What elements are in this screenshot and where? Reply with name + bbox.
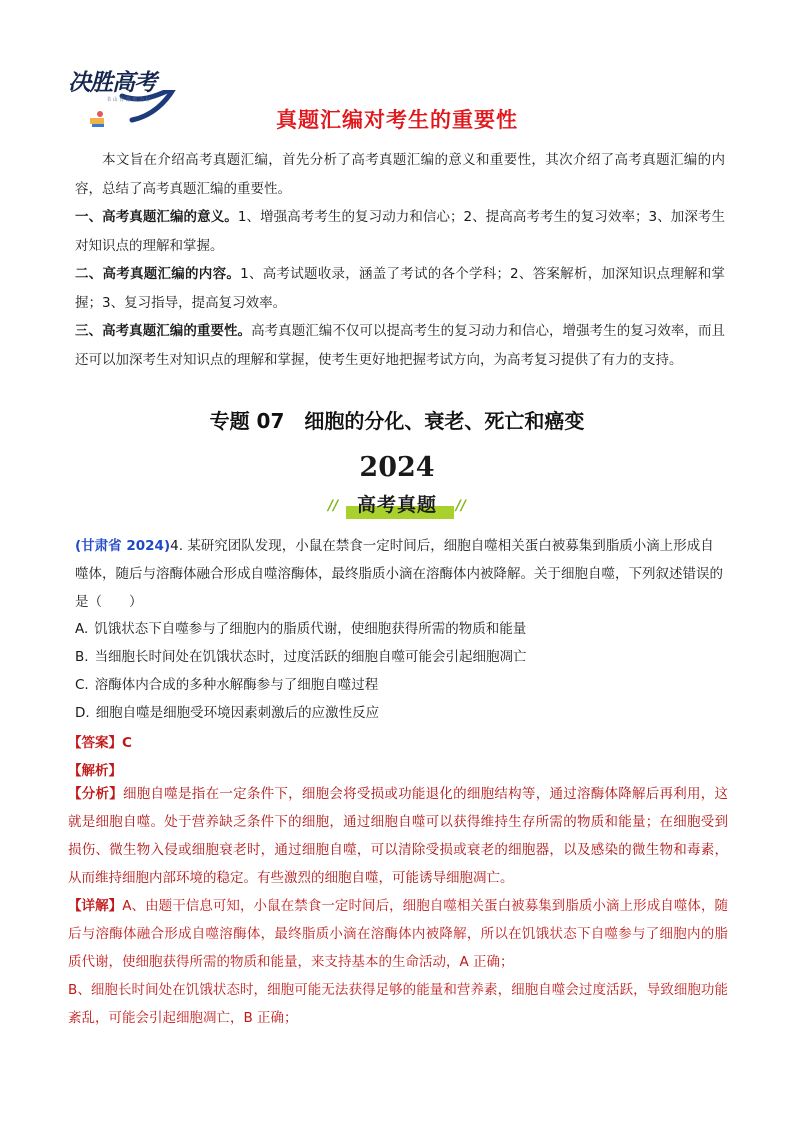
option-letter: A. xyxy=(75,621,89,637)
option-text: 细胞自噬是细胞受环境因素刺激后的应激性反应 xyxy=(95,705,380,721)
detail-text: A、由题干信息可知，小鼠在禁食一定时间后，细胞自噬相关蛋白被募集到脂质小滴上形成自噬体，随后与溶酶体融合形成自噬溶酶体，最终脂质小滴在溶酶体内被降解，所以在饥饿状态下自噬参与了细胞内的脂质代谢，使细胞获得所需的物质和能量，来支持基本的生命活动，A 正确； xyxy=(68,898,729,970)
section-2-body: 1、高考试题收录，涵盖了考试的各个学科；2、答案解析，加深知识点理解和掌握；3、复习指导，提高复习效率。 xyxy=(75,266,726,311)
banner-left-slash-icon: // xyxy=(328,498,339,514)
section-1 xyxy=(75,203,725,261)
answer-label: 【答案】 xyxy=(68,735,122,751)
option-a xyxy=(75,619,526,639)
banner-text: 高考真题 xyxy=(356,494,437,516)
option-b xyxy=(75,647,527,667)
banner-right-slash-icon: // xyxy=(455,498,466,514)
logo-text: 决胜高考 xyxy=(68,69,156,96)
topic-title: 专题 07 细胞的分化、衰老、死亡和癌变 xyxy=(209,409,585,433)
option-text: 当细胞长时间处在饥饿状态时，过度活跃的细胞自噬可能会引起细胞凋亡 xyxy=(94,649,527,665)
answer-line xyxy=(68,731,132,751)
section-1-body: 1、增强高考考生的复习动力和信心；2、提高高考考生的复习效率；3、加深考生对知识点的理解和掌握。 xyxy=(75,209,725,254)
section-3 xyxy=(75,317,725,375)
question-number: 4. xyxy=(170,538,184,554)
option-text: 饥饿状态下自噬参与了细胞内的脂质代谢，使细胞获得所需的物质和能量 xyxy=(94,621,527,637)
option-letter: D. xyxy=(75,705,90,721)
option-letter: B. xyxy=(75,649,89,665)
question-stem xyxy=(75,532,725,616)
answer-value: C xyxy=(122,735,132,751)
option-letter: C. xyxy=(75,677,89,693)
detail-label: 【详解】 xyxy=(68,898,123,914)
analysis-text: 细胞自噬是指在一定条件下，细胞会将受损或功能退化的细胞结构等，通过溶酶体降解后再利用，这就是细胞自噬。处于营养缺乏条件下的细胞，通过细胞自噬可以获得维持生存所需的物质和能量；在细胞受到损伤、微生物入侵或细胞衰老时，通过细胞自噬，可以清除受损或衰老的细胞器，以及感染的微生物和毒素，从而维持细胞内部环境的稳定。有些激烈的细胞自噬，可能诱导细胞凋亡。 xyxy=(68,786,729,886)
detail-b-paragraph: B、细胞长时间处在饥饿状态时，细胞可能无法获得足够的能量和营养素，细胞自噬会过度活跃，导致细胞功能紊乱，可能会引起细胞凋亡，B 正确； xyxy=(68,982,728,1026)
exam-banner xyxy=(322,488,472,522)
option-text: 溶酶体内合成的多种水解酶参与了细胞自噬过程 xyxy=(94,677,379,693)
analysis-label: 【解析】 xyxy=(68,763,122,779)
detail-paragraph xyxy=(68,892,728,976)
option-d xyxy=(75,703,379,723)
intro-paragraph: 本文旨在介绍高考真题汇编，首先分析了高考真题汇编的意义和重要性，其次介绍了高考真题汇编的内容，总结了高考真题汇编的重要性。 xyxy=(75,152,725,197)
section-1-heading: 一、高考真题汇编的意义。 xyxy=(75,209,238,225)
logo-subtitle: 书 山 有 路 勤 为 径 xyxy=(106,97,151,103)
section-3-heading: 三、高考真题汇编的重要性。 xyxy=(75,323,252,339)
section-2-heading: 二、高考真题汇编的内容。 xyxy=(75,266,241,282)
question-text: 某研究团队发现，小鼠在禁食一定时间后，细胞自噬相关蛋白被募集到脂质小滴上形成自噬体，随后与溶酶体融合形成自噬溶酶体，最终脂质小滴在溶酶体内被降解。关于细胞自噬，下列叙述错误的是（ ） xyxy=(75,538,723,610)
main-title: 真题汇编对考生的重要性 xyxy=(276,108,518,132)
section-2 xyxy=(75,260,725,318)
analysis-sub-label: 【分析】 xyxy=(68,786,124,802)
question-source: (甘肃省 2024) xyxy=(75,538,171,554)
analysis-paragraph xyxy=(68,780,728,892)
year-heading: 2024 xyxy=(359,452,435,483)
option-c xyxy=(75,675,378,695)
section-3-body: 高考真题汇编不仅可以提高考生的复习动力和信心，增强考生的复习效率，而且还可以加深考生对知识点的理解和掌握，使考生更好地把握考试方向，为高考复习提供了有力的支持。 xyxy=(75,323,726,368)
